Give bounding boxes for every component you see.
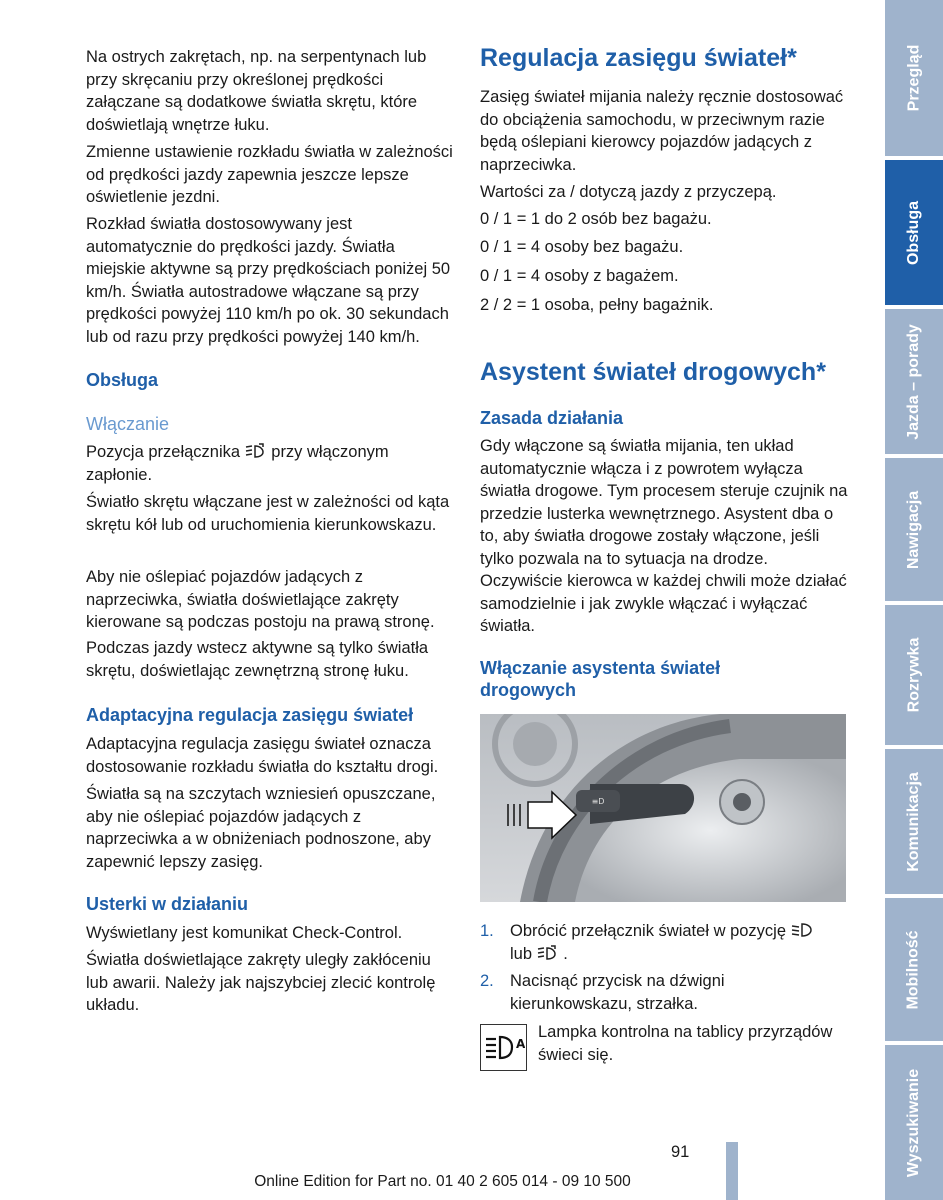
wlaczanie-paragraph-2: Światło skrętu włączane jest w zależności od kąta skrętu kół lub od uruchomienia kierunkowskazu. <box>86 493 450 534</box>
tab-obsluga[interactable]: Obsługa <box>885 160 943 305</box>
adaptive-paragraph-1: Adaptacyjna regulacja zasięgu świateł oznacza dostosowanie rozkładu światła do kształtu drogi. <box>86 735 439 776</box>
tab-jazda-porady[interactable]: Jazda – porady <box>885 309 943 454</box>
obsluga-heading: Obsługa <box>86 370 159 390</box>
intro-paragraph-3: Rozkład światła dostosowywany jest automatycznie do prędkości jazdy. Światła miejskie aktywne są przy prędkościach poniżej 50 km/h. Światła autostradowe włączane są przy prędkości powyżej 110 km/h po ok. 30 sekundach lub od razu przy prędkości powyżej 140 km/h. <box>86 215 451 346</box>
tab-nawigacja[interactable]: Nawigacja <box>885 458 943 601</box>
range-paragraph-2: Wartości za / dotyczą jazdy z przyczepą. <box>480 183 777 201</box>
range-list-item-3: 0 / 1 = 4 osoby z bagażem. <box>480 267 679 285</box>
steering-wheel-illustration <box>480 714 846 902</box>
faults-paragraph-2: Światła doświetlające zakręty uległy zakłóceniu lub awarii. Należy jak najszybciej zlecić kontrolę układu. <box>86 951 436 1014</box>
intro-paragraph-1: Na ostrych zakrętach, np. na serpentynach lub przy skręcaniu przy określonej prędkości załączane są dodatkowe światła skrętu, które doświetlają wnętrze łuku. <box>86 48 427 134</box>
turn-light-switch-icon-2 <box>537 945 559 961</box>
tab-przeglad[interactable]: Przegląd <box>885 0 943 156</box>
step-1 <box>480 920 848 963</box>
wlaczanie-p1-text-b: przy włączonym zapłonie. <box>86 443 389 484</box>
principle-paragraph: Gdy włączone są światła mijania, ten układ automatycznie włącza i z powrotem wyłącza światła drogowe. Tym procesem steruje czujnik na przedzie lusterka wewnętrznego. Asystent dba o to, aby światła drogowe zostały włączone, jeśli tylko pozwala na to sytuacja na drodze. Oczywiście kierowca w każdej chwili może działać samodzielnie i jak zwykle włączać i wyłączać światła. <box>480 437 848 635</box>
wlaczanie-paragraph-3: Aby nie oślepiać pojazdów jadących z naprzeciwka, światła doświetlające zakręty kierowane są podczas postoju na prawą stronę. <box>86 568 435 631</box>
steering-wheel-photo <box>480 714 846 902</box>
wlaczanie-paragraph-1 <box>86 441 454 486</box>
tab-mobilnosc[interactable]: Mobilność <box>885 898 943 1041</box>
svg-text:A: A <box>516 1037 525 1051</box>
tab-rozrywka[interactable]: Rozrywka <box>885 605 943 745</box>
faults-heading: Usterki w działaniu <box>86 894 249 914</box>
step-1-number: 1. <box>480 922 494 940</box>
step-2-number: 2. <box>480 972 494 990</box>
chapter-sidebar <box>885 0 943 1200</box>
range-list-item-2: 0 / 1 = 4 osoby bez bagażu. <box>480 238 684 256</box>
step-1-text <box>510 920 848 965</box>
range-paragraph-1: Zasięg świateł mijania należy ręcznie dostosować do obciążenia samochodu, w przeciwnym razie będą oślepiani kierowcy pojazdów jadących z naprzeciwka. <box>480 88 844 174</box>
step-1-text-b: lub <box>510 944 533 963</box>
range-list-item-4: 2 / 2 = 1 osoba, pełny bagażnik. <box>480 296 714 314</box>
intro-paragraph-2: Zmienne ustawienie rozkładu światła w zależności od prędkości jazdy zapewnia jeszcze lepsze oświetlenie jezdni. <box>86 143 453 206</box>
wlaczanie-heading: Włączanie <box>86 414 170 434</box>
step-2 <box>480 970 848 1016</box>
tab-wyszukiwanie[interactable]: Wyszukiwanie <box>885 1045 943 1200</box>
high-beam-assistant-indicator-icon <box>480 1024 527 1071</box>
adaptive-paragraph-2: Światła są na szczytach wzniesień opuszczane, aby nie oślepiać pojazdów jadących z naprzeciwka a w obniżeniach podnoszone, aby zapewnić lepszy zasięg. <box>86 785 436 871</box>
tab-komunikacja[interactable]: Komunikacja <box>885 749 943 894</box>
footer-edition-text: Online Edition for Part no. 01 40 2 605 014 - 09 10 500 <box>254 1173 631 1190</box>
enable-heading: Włączanie asystenta świateł drogowych <box>480 658 721 700</box>
adaptive-heading: Adaptacyjna regulacja zasięgu świateł <box>86 705 414 725</box>
svg-text:≡D: ≡D <box>591 797 605 806</box>
page-number: 91 <box>671 1143 690 1161</box>
indicator-text: Lampka kontrolna na tablicy przyrządów świeci się. <box>538 1023 833 1064</box>
assist-heading: Asystent świateł drogowych* <box>480 358 826 386</box>
step-1-text-c: . <box>563 944 568 963</box>
principle-heading: Zasada działania <box>480 408 624 428</box>
turn-light-switch-icon <box>245 443 267 459</box>
faults-paragraph-1: Wyświetlany jest komunikat Check-Control. <box>86 924 403 942</box>
page-number-bar <box>726 1142 738 1200</box>
step-1-text-a: Obrócić przełącznik świateł w pozycję <box>510 922 787 940</box>
low-beam-icon <box>791 922 813 938</box>
range-list-item-1: 0 / 1 = 1 do 2 osób bez bagażu. <box>480 210 712 228</box>
wlaczanie-paragraph-4: Podczas jazdy wstecz aktywne są tylko światła skrętu, doświetlając zewnętrzną stronę łuku. <box>86 639 429 680</box>
step-2-text: Nacisnąć przycisk na dźwigni kierunkowskazu, strzałka. <box>510 972 725 1013</box>
wlaczanie-p1-text-a: Pozycja przełącznika <box>86 443 241 461</box>
range-heading: Regulacja zasięgu świateł* <box>480 44 797 72</box>
